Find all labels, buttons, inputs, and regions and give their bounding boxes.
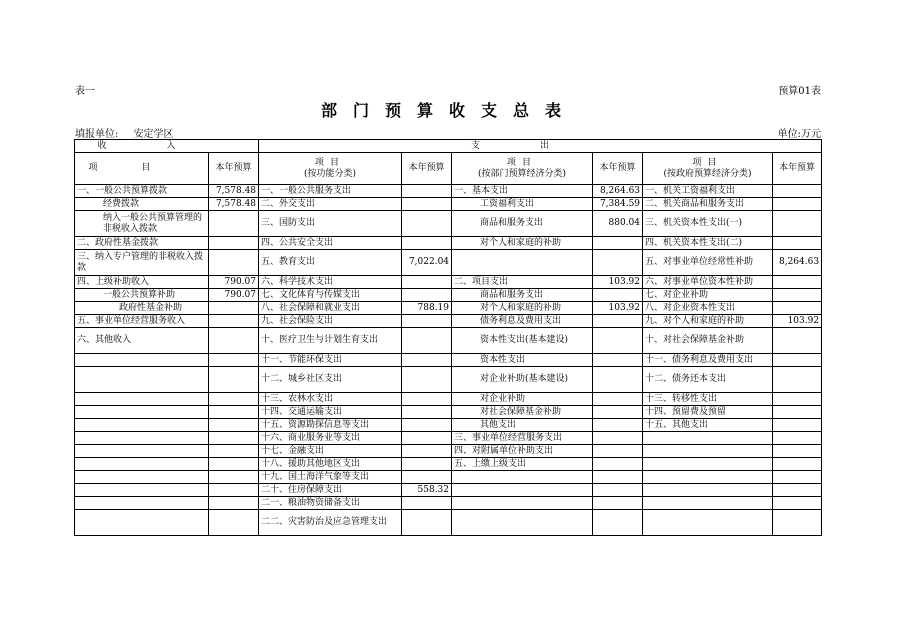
income-budget-cell [209,328,259,354]
func-budget-cell [402,445,452,458]
func-item-cell: 一、一般公共服务支出 [259,185,402,198]
func-budget-cell: 7,022.04 [402,250,452,276]
income-item-cell: 二、政府性基金拨款 [75,237,209,250]
table-row [75,276,822,289]
income-budget-cell [209,211,259,237]
income-budget-cell [209,432,259,445]
func-budget-cell [402,367,452,393]
func-item-cell: 十、医疗卫生与计划生育支出 [259,328,402,354]
dept-budget-header: 本年预算 [593,153,643,185]
table-row [75,406,822,419]
func-item-cell: 二一、粮油物资储备支出 [259,497,402,510]
dept-budget-cell: 103.92 [593,302,643,315]
dept-budget-cell [593,458,643,471]
func-item-cell: 六、科学技术支出 [259,276,402,289]
table-row [75,497,822,510]
gov-budget-cell [773,354,822,367]
gov-budget-cell: 103.92 [773,315,822,328]
table-row [75,510,822,536]
dept-item-cell [452,250,593,276]
income-item-cell: 六、其他收入 [75,328,209,354]
gov-item-cell: 十一、债务利息及费用支出 [643,354,773,367]
func-budget-cell [402,471,452,484]
reporting-unit [75,125,174,140]
dept-budget-cell: 8,264.63 [593,185,643,198]
table-row [75,302,822,315]
income-budget-cell [209,354,259,367]
income-budget-cell [209,250,259,276]
table-row [75,211,822,237]
income-budget-cell [209,367,259,393]
gov-budget-cell [773,367,822,393]
dept-budget-cell [593,432,643,445]
income-item-cell [75,445,209,458]
func-budget-cell [402,458,452,471]
income-item-cell [75,354,209,367]
income-budget-cell [209,406,259,419]
dept-budget-cell [593,315,643,328]
gov-budget-cell [773,198,822,211]
table-row [75,328,822,354]
income-item-cell [75,419,209,432]
budget-summary-table [74,139,822,536]
dept-item-cell: 资本性支出(基本建设) [452,328,593,354]
table-row [75,458,822,471]
table-row [75,289,822,302]
income-item-cell: 经费拨款 [75,198,209,211]
gov-item-header: 项目 (按政府预算经济分类) [643,153,773,185]
dept-item-cell [452,484,593,497]
gov-item-cell: 十二、债务还本支出 [643,367,773,393]
table-row [75,484,822,497]
table-number-label: 表一 [75,86,95,97]
income-item-cell [75,393,209,406]
table-row [75,367,822,393]
gov-item-cell: 七、对企业补助 [643,289,773,302]
income-item-cell [75,406,209,419]
table-row [75,393,822,406]
func-item-header: 项目 (按功能分类) [259,153,402,185]
gov-budget-cell [773,471,822,484]
income-item-cell: 五、事业单位经营服务收入 [75,315,209,328]
reporting-unit-name: 安定学区 [133,129,174,140]
income-budget-cell [209,445,259,458]
gov-item-cell: 十四、预留费及预留 [643,406,773,419]
dept-item-cell: 资本性支出 [452,354,593,367]
page-title: 部门预算收支总表 [320,101,577,120]
gov-item-cell: 三、机关资本性支出(一) [643,211,773,237]
func-budget-cell [402,289,452,302]
income-budget-cell [209,471,259,484]
gov-item-cell: 十三、转移性支出 [643,393,773,406]
gov-item-cell [643,471,773,484]
expense-group-header: 支出 [259,140,822,153]
income-budget-header: 本年预算 [209,153,259,185]
func-budget-cell [402,185,452,198]
func-budget-cell [402,406,452,419]
income-budget-cell [209,237,259,250]
dept-budget-cell [593,393,643,406]
table-row [75,445,822,458]
form-code-label: 预算01表 [778,86,821,97]
func-item-cell: 二十、住房保障支出 [259,484,402,497]
func-item-cell: 二二、灾害防治及应急管理支出 [259,510,402,536]
dept-item-cell: 四、对附属单位补助支出 [452,445,593,458]
table-row [75,315,822,328]
func-budget-cell: 788.19 [402,302,452,315]
income-item-cell: 一、一般公共预算拨款 [75,185,209,198]
dept-budget-cell: 103.92 [593,276,643,289]
func-item-cell: 十五、资源勘探信息等支出 [259,419,402,432]
income-item-cell [75,367,209,393]
dept-item-cell: 对社会保障基金补助 [452,406,593,419]
income-item-cell [75,432,209,445]
func-budget-cell [402,497,452,510]
table-row [75,237,822,250]
dept-item-cell: 商品和服务支出 [452,211,593,237]
func-item-cell: 十二、城乡社区支出 [259,367,402,393]
reporting-unit-label: 填报单位: [75,129,119,140]
income-item-cell [75,497,209,510]
dept-budget-cell [593,484,643,497]
func-item-cell: 四、公共安全支出 [259,237,402,250]
income-budget-cell [209,510,259,536]
dept-item-cell [452,471,593,484]
func-item-cell: 九、社会保险支出 [259,315,402,328]
income-budget-cell [209,458,259,471]
func-budget-cell [402,510,452,536]
gov-item-cell [643,445,773,458]
dept-item-cell: 工资福利支出 [452,198,593,211]
func-budget-cell: 558.32 [402,484,452,497]
dept-budget-cell: 7,384.59 [593,198,643,211]
func-budget-cell [402,198,452,211]
dept-budget-cell [593,250,643,276]
dept-budget-cell [593,289,643,302]
func-item-cell: 十七、金融支出 [259,445,402,458]
func-item-cell: 七、文化体育与传媒支出 [259,289,402,302]
table-row [75,432,822,445]
income-budget-cell [209,302,259,315]
dept-item-cell: 一、基本支出 [452,185,593,198]
income-item-cell: 政府性基金补助 [75,302,209,315]
func-budget-cell [402,354,452,367]
gov-budget-cell [773,432,822,445]
dept-item-cell: 三、事业单位经营服务支出 [452,432,593,445]
income-item-cell: 纳入一般公共预算管理的非税收入拨款 [75,211,209,237]
income-budget-cell [209,497,259,510]
table-row [75,185,822,198]
income-item-cell [75,458,209,471]
dept-budget-cell [593,328,643,354]
gov-budget-cell [773,406,822,419]
gov-item-cell: 十五、其他支出 [643,419,773,432]
gov-budget-cell [773,497,822,510]
income-item-cell: 一般公共预算补助 [75,289,209,302]
income-budget-cell: 7,578.48 [209,185,259,198]
income-budget-cell [209,315,259,328]
dept-budget-cell [593,445,643,458]
dept-item-cell: 对企业补助(基本建设) [452,367,593,393]
func-item-cell: 十一、节能环保支出 [259,354,402,367]
table-row [75,419,822,432]
func-budget-cell [402,419,452,432]
func-item-cell: 十八、援助其他地区支出 [259,458,402,471]
gov-budget-cell [773,458,822,471]
income-group-header: 收入 [75,140,259,153]
dept-item-cell: 商品和服务支出 [452,289,593,302]
dept-budget-cell [593,471,643,484]
income-item-header: 项目 [75,153,209,185]
func-item-cell: 十四、交通运输支出 [259,406,402,419]
func-item-cell: 三、国防支出 [259,211,402,237]
dept-item-header: 项目 (按部门预算经济分类) [452,153,593,185]
func-item-cell: 十九、国土海洋气象等支出 [259,471,402,484]
income-item-cell [75,471,209,484]
dept-budget-cell [593,497,643,510]
dept-budget-cell [593,406,643,419]
table-row [75,198,822,211]
dept-item-cell: 二、项目支出 [452,276,593,289]
gov-item-cell [643,510,773,536]
func-budget-cell [402,315,452,328]
gov-item-cell: 四、机关资本性支出(二) [643,237,773,250]
func-budget-cell [402,237,452,250]
func-item-cell: 十六、商业服务业等支出 [259,432,402,445]
gov-item-cell [643,497,773,510]
income-budget-cell [209,393,259,406]
dept-item-cell: 对个人和家庭的补助 [452,302,593,315]
dept-item-cell [452,510,593,536]
dept-budget-cell [593,237,643,250]
table-row [75,471,822,484]
gov-item-cell [643,484,773,497]
dept-item-cell: 对企业补助 [452,393,593,406]
gov-budget-cell [773,419,822,432]
income-budget-cell [209,484,259,497]
gov-budget-cell [773,185,822,198]
func-budget-cell [402,211,452,237]
currency-unit: 单位:万元 [777,129,821,140]
gov-item-cell: 二、机关商品和服务支出 [643,198,773,211]
func-item-cell: 十三、农林水支出 [259,393,402,406]
dept-budget-cell [593,510,643,536]
gov-budget-cell [773,445,822,458]
gov-item-cell [643,432,773,445]
func-budget-header: 本年预算 [402,153,452,185]
func-budget-cell [402,432,452,445]
income-budget-cell: 790.07 [209,276,259,289]
dept-budget-cell [593,367,643,393]
func-budget-cell [402,328,452,354]
income-item-cell [75,510,209,536]
dept-budget-cell: 880.04 [593,211,643,237]
income-budget-cell: 790.07 [209,289,259,302]
gov-budget-cell [773,276,822,289]
dept-item-cell: 债务利息及费用支出 [452,315,593,328]
func-item-cell: 八、社会保障和就业支出 [259,302,402,315]
income-item-cell [75,484,209,497]
gov-item-cell: 九、对个人和家庭的补助 [643,315,773,328]
gov-item-cell: 十、对社会保障基金补助 [643,328,773,354]
dept-item-cell [452,497,593,510]
table-row [75,250,822,276]
func-item-cell: 五、教育支出 [259,250,402,276]
gov-budget-cell [773,393,822,406]
gov-item-cell: 五、对事业单位经常性补助 [643,250,773,276]
func-budget-cell [402,393,452,406]
gov-budget-cell [773,510,822,536]
income-item-cell: 三、纳入专户管理的非税收入拨款 [75,250,209,276]
gov-budget-cell [773,328,822,354]
dept-budget-cell [593,419,643,432]
func-budget-cell [402,276,452,289]
gov-budget-cell [773,484,822,497]
gov-item-cell: 一、机关工资福利支出 [643,185,773,198]
gov-budget-cell: 8,264.63 [773,250,822,276]
income-budget-cell: 7,578.48 [209,198,259,211]
income-budget-cell [209,419,259,432]
dept-item-cell: 五、上缴上级支出 [452,458,593,471]
dept-item-cell: 其他支出 [452,419,593,432]
gov-budget-cell [773,237,822,250]
gov-item-cell: 六、对事业单位资本性补助 [643,276,773,289]
gov-item-cell [643,458,773,471]
gov-budget-cell [773,211,822,237]
gov-budget-cell [773,302,822,315]
dept-item-cell: 对个人和家庭的补助 [452,237,593,250]
income-item-cell: 四、上级补助收入 [75,276,209,289]
gov-item-cell: 八、对企业资本性支出 [643,302,773,315]
gov-budget-header: 本年预算 [773,153,822,185]
func-item-cell: 二、外交支出 [259,198,402,211]
gov-budget-cell [773,289,822,302]
table-row [75,354,822,367]
dept-budget-cell [593,354,643,367]
